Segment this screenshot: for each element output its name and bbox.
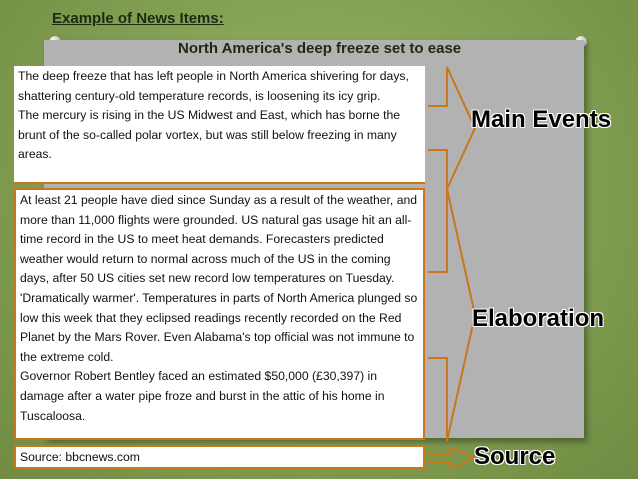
elaboration-paragraph-1: At least 21 people have died since Sunday as a result of the weather, and more than 11,000 flights were grounded. US natural gas usage hit an all-time record in the US to meet heat demands. Forecasters predicted weather would return to normal across much of the US in the coming days, after 50 US cities set new record low temperatures on Tuesday. bbox=[20, 193, 418, 286]
article-headline: North America's deep freeze set to ease bbox=[178, 40, 462, 57]
elaboration-label: Elaboration bbox=[472, 305, 605, 332]
source-arrow-icon bbox=[427, 447, 477, 469]
elaboration-textbox bbox=[14, 188, 425, 440]
main-events-paragraph-1: The deep freeze that has left people in North America shivering for days, shattering century-old temperature records, is loosening its icy grip. bbox=[18, 69, 409, 103]
source-textbox: Source: bbcnews.com bbox=[14, 445, 425, 469]
main-events-arrow-icon bbox=[427, 66, 477, 190]
main-events-textbox bbox=[14, 66, 425, 184]
main-events-label: Main Events bbox=[471, 106, 612, 133]
elaboration-paragraph-3: Governor Robert Bentley faced an estimated $50,000 (£30,397) in damage after a water pipe froze and burst in the attic of his home in Tuscaloosa. bbox=[20, 369, 385, 423]
main-events-paragraph-2: The mercury is rising in the US Midwest and East, which has borne the brunt of the so-called polar vortex, but was still below freezing in many areas. bbox=[18, 108, 401, 162]
source-label: Source bbox=[474, 443, 556, 470]
slide-heading: Example of News Items: bbox=[52, 10, 224, 27]
elaboration-arrow-icon bbox=[427, 188, 477, 442]
elaboration-paragraph-2: 'Dramatically warmer'. Temperatures in parts of North America plunged so low this week that they eclipsed readings recently recorded on the Red Planet by the Mars Rover. Even Alabama's top official was not immune to the extreme cold. bbox=[20, 290, 418, 364]
